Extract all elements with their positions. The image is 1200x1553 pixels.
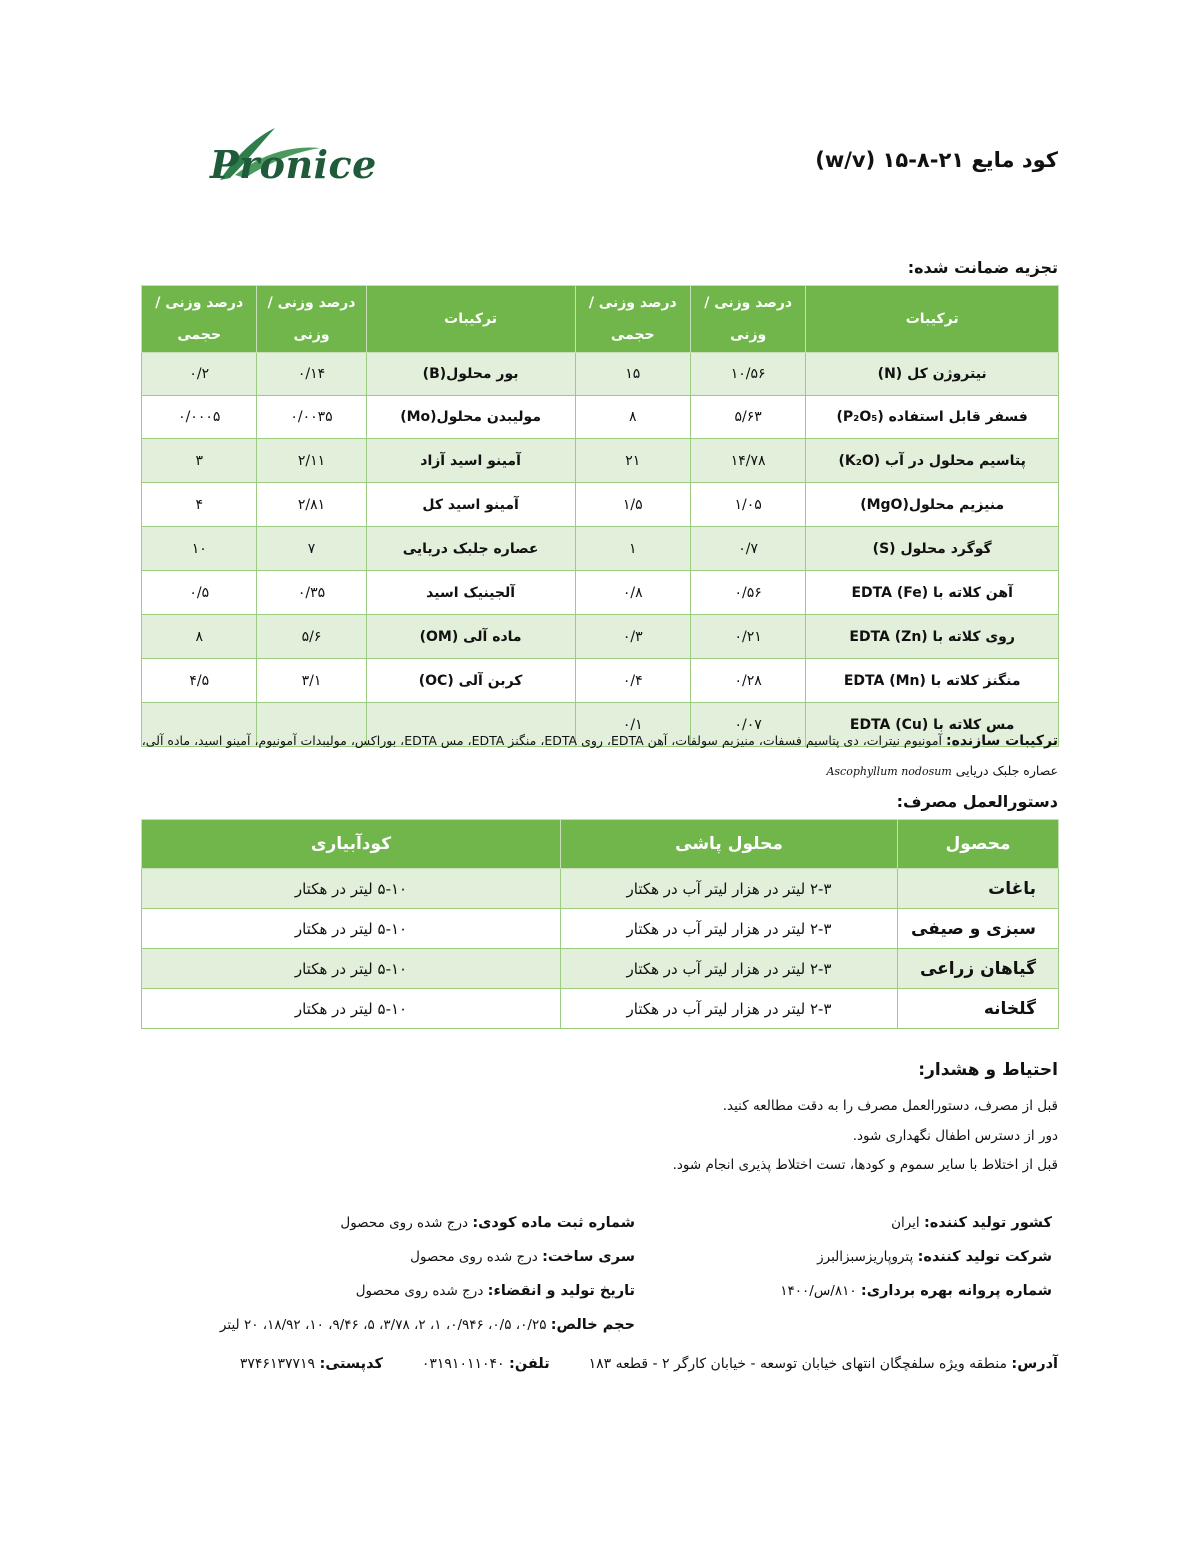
table-row bbox=[142, 615, 1059, 659]
header-ingredient: ترکیبات bbox=[366, 286, 575, 353]
ingredient-name: نیتروژن کل (N) bbox=[806, 353, 1059, 396]
header-foliar-spray: محلول پاشی bbox=[561, 820, 898, 869]
warning-line: قبل از مصرف، دستورالعمل مصرف را به دقت مطالعه کنید. bbox=[722, 1098, 1058, 1114]
ingredients-latin: Ascophyllum nodosum bbox=[826, 765, 952, 778]
fertigation-dose: ۵-۱۰ لیتر در هکتار bbox=[142, 909, 561, 949]
fertigation-dose: ۵-۱۰ لیتر در هکتار bbox=[142, 869, 561, 909]
company-label: شرکت تولید کننده: bbox=[917, 1249, 1052, 1265]
weight-weight-value: ۰/۳۵ bbox=[257, 571, 366, 615]
spray-dose: ۲-۳ لیتر در هزار لیتر آب در هکتار bbox=[561, 869, 898, 909]
header-fertigation: کودآبیاری bbox=[142, 820, 561, 869]
weight-volume-value: ۴ bbox=[142, 483, 257, 527]
table-row bbox=[142, 571, 1059, 615]
ingredient-name: آلجینیک اسید bbox=[366, 571, 575, 615]
weight-weight-value: ۰/۰۰۳۵ bbox=[257, 396, 366, 439]
ingredient-name: ماده آلی (OM) bbox=[366, 615, 575, 659]
header-weight-volume: درصد وزنی / حجمی bbox=[575, 286, 690, 353]
header-weight-weight: درصد وزنی / وزنی bbox=[257, 286, 366, 353]
license-value: ۸۱۰/س/۱۴۰۰ bbox=[780, 1283, 857, 1299]
weight-weight-value: ۰/۱۴ bbox=[257, 353, 366, 396]
weight-volume-value: ۰/۸ bbox=[575, 571, 690, 615]
ingredient-name: آمینو اسید آزاد bbox=[366, 439, 575, 483]
dates-label: تاریخ تولید و انقضاء: bbox=[487, 1283, 635, 1299]
header-crop: محصول bbox=[898, 820, 1059, 869]
product-title: کود مایع ۲۱-۸-۱۵ (w/v) bbox=[815, 148, 1058, 172]
crop-name: گیاهان زراعی bbox=[898, 949, 1059, 989]
weight-weight-value: ۰/۲۱ bbox=[690, 615, 805, 659]
warnings-list bbox=[673, 1092, 1058, 1181]
weight-weight-value: ۰/۷ bbox=[690, 527, 805, 571]
ingredients-text: آمونیوم نیترات، دی پتاسیم فسفات، منیزیم سولفات، آهن EDTA، روی EDTA، منگنز EDTA، مس EDTA، بوراکس، مولیبدات آمونیوم، آمینو اسید، ماده آلی، عصاره جلبک دریایی bbox=[141, 733, 1058, 778]
weight-volume-value: ۴/۵ bbox=[142, 659, 257, 703]
license-label: شماره پروانه بهره برداری: bbox=[860, 1283, 1052, 1299]
phone-value: ۰۳۱۹۱۰۱۱۰۴۰ bbox=[421, 1356, 505, 1372]
fertigation-dose: ۵-۱۰ لیتر در هکتار bbox=[142, 949, 561, 989]
table-row bbox=[142, 949, 1059, 989]
weight-weight-value: ۵/۶ bbox=[257, 615, 366, 659]
ingredient-name: پتاسیم محلول در آب (K₂O) bbox=[806, 439, 1059, 483]
table-row bbox=[142, 527, 1059, 571]
weight-volume-value: ۲۱ bbox=[575, 439, 690, 483]
country-value: ایران bbox=[891, 1215, 920, 1231]
crop-name: سبزی و صیفی bbox=[898, 909, 1059, 949]
address-value: منطقه ویژه سلفچگان انتهای خیابان توسعه - خیابان کارگر ۲ - قطعه ۱۸۳ bbox=[588, 1356, 1007, 1372]
weight-volume-value: ۸ bbox=[575, 396, 690, 439]
weight-volume-value: ۰/۲ bbox=[142, 353, 257, 396]
net-volume-label: حجم خالص: bbox=[550, 1317, 635, 1333]
weight-weight-value: ۰/۲۸ bbox=[690, 659, 805, 703]
ingredient-name: عصاره جلبک دریایی bbox=[366, 527, 575, 571]
weight-weight-value: ۱/۰۵ bbox=[690, 483, 805, 527]
weight-weight-value: ۳/۱ bbox=[257, 659, 366, 703]
weight-volume-value: ۳ bbox=[142, 439, 257, 483]
weight-weight-value: ۱۰/۵۶ bbox=[690, 353, 805, 396]
registration-value: درج شده روی محصول bbox=[340, 1215, 469, 1231]
ingredients-paragraph bbox=[140, 726, 1058, 787]
logo-text: Pronice bbox=[210, 142, 377, 187]
warnings-heading: احتیاط و هشدار: bbox=[918, 1060, 1058, 1080]
warning-line: قبل از اختلاط با سایر سموم و کودها، تست اختلاط پذیری انجام شود. bbox=[672, 1157, 1058, 1173]
ingredient-name: بور محلول(B) bbox=[366, 353, 575, 396]
table-row bbox=[142, 909, 1059, 949]
usage-heading: دستورالعمل مصرف: bbox=[896, 792, 1058, 811]
table-row bbox=[142, 483, 1059, 527]
product-info bbox=[220, 1206, 635, 1342]
weight-volume-value: ۱/۵ bbox=[575, 483, 690, 527]
weight-weight-value: ۰/۵۶ bbox=[690, 571, 805, 615]
header-weight-weight: درصد وزنی / وزنی bbox=[690, 286, 805, 353]
registration-label: شماره ثبت ماده کودی: bbox=[472, 1215, 635, 1231]
spray-dose: ۲-۳ لیتر در هزار لیتر آب در هکتار bbox=[561, 909, 898, 949]
table-row bbox=[142, 989, 1059, 1029]
country-label: کشور تولید کننده: bbox=[923, 1215, 1052, 1231]
ingredient-name: گوگرد محلول (S) bbox=[806, 527, 1059, 571]
phone-label: تلفن: bbox=[509, 1356, 550, 1372]
manufacturer-info bbox=[780, 1206, 1052, 1308]
ingredient-name: مس کلاته با EDTA (Cu) bbox=[806, 703, 1059, 747]
table-row bbox=[142, 439, 1059, 483]
warning-line: دور از دسترس اطفال نگهداری شود. bbox=[852, 1127, 1058, 1144]
weight-weight-value: ۷ bbox=[257, 527, 366, 571]
ingredient-name: فسفر قابل استفاده (P₂O₅) bbox=[806, 396, 1059, 439]
header-weight-volume: درصد وزنی / حجمی bbox=[142, 286, 257, 353]
table-row bbox=[142, 396, 1059, 439]
crop-name: باغات bbox=[898, 869, 1059, 909]
weight-volume-value: ۱ bbox=[575, 527, 690, 571]
table-header-row bbox=[142, 286, 1059, 353]
postal-code-value: ۳۷۴۶۱۳۷۷۱۹ bbox=[239, 1356, 316, 1372]
weight-volume-value: ۸ bbox=[142, 615, 257, 659]
table-row bbox=[142, 659, 1059, 703]
crop-name: گلخانه bbox=[898, 989, 1059, 1029]
usage-table bbox=[141, 819, 1059, 1029]
ingredient-name: کربن آلی (OC) bbox=[366, 659, 575, 703]
spray-dose: ۲-۳ لیتر در هزار لیتر آب در هکتار bbox=[561, 989, 898, 1029]
fertigation-dose: ۵-۱۰ لیتر در هکتار bbox=[142, 989, 561, 1029]
brand-logo bbox=[200, 120, 380, 200]
composition-table bbox=[141, 285, 1059, 747]
net-volume-value: ۰/۲۵، ۰/۵، ۰/۹۴۶، ۱، ۲، ۳/۷۸، ۵، ۹/۴۶، ۱۰، ۱۸/۹۲، ۲۰ لیتر bbox=[219, 1317, 547, 1333]
batch-label: سری ساخت: bbox=[542, 1249, 635, 1265]
spray-dose: ۲-۳ لیتر در هزار لیتر آب در هکتار bbox=[561, 949, 898, 989]
ingredient-name: منیزیم محلول(MgO) bbox=[806, 483, 1059, 527]
ingredient-name: روی کلاته با EDTA (Zn) bbox=[806, 615, 1059, 659]
weight-weight-value: ۲/۱۱ bbox=[257, 439, 366, 483]
table-header-row bbox=[142, 820, 1059, 869]
address-line bbox=[240, 1356, 1058, 1372]
address-label: آدرس: bbox=[1011, 1356, 1058, 1372]
weight-weight-value: ۲/۸۱ bbox=[257, 483, 366, 527]
weight-volume-value: ۰/۰۰۰۵ bbox=[142, 396, 257, 439]
ingredient-name: منگنز کلاته با EDTA (Mn) bbox=[806, 659, 1059, 703]
weight-weight-value: ۵/۶۳ bbox=[690, 396, 805, 439]
weight-volume-value: ۰/۴ bbox=[575, 659, 690, 703]
table-row bbox=[142, 869, 1059, 909]
postal-code-label: کدپستی: bbox=[319, 1356, 383, 1372]
weight-weight-value: ۰/۰۷ bbox=[690, 703, 805, 747]
ingredient-name: آمینو اسید کل bbox=[366, 483, 575, 527]
weight-volume-value: ۰/۱ bbox=[575, 703, 690, 747]
header-ingredient: ترکیبات bbox=[806, 286, 1059, 353]
company-value: پتروپاریزسبزالبرز bbox=[817, 1249, 914, 1265]
weight-volume-value: ۰/۵ bbox=[142, 571, 257, 615]
batch-value: درج شده روی محصول bbox=[410, 1249, 538, 1265]
table-row bbox=[142, 353, 1059, 396]
weight-weight-value: ۱۴/۷۸ bbox=[690, 439, 805, 483]
weight-volume-value: ۱۰ bbox=[142, 527, 257, 571]
dates-value: درج شده روی محصول bbox=[355, 1283, 484, 1299]
weight-volume-value: ۱۵ bbox=[575, 353, 690, 396]
weight-volume-value: ۰/۳ bbox=[575, 615, 690, 659]
ingredient-name: مولیبدن محلول(Mo) bbox=[366, 396, 575, 439]
ingredient-name: آهن کلاته با EDTA (Fe) bbox=[806, 571, 1059, 615]
ingredients-label: ترکیبات سازنده: bbox=[945, 733, 1058, 749]
analysis-heading: تجزیه ضمانت شده: bbox=[907, 258, 1058, 277]
